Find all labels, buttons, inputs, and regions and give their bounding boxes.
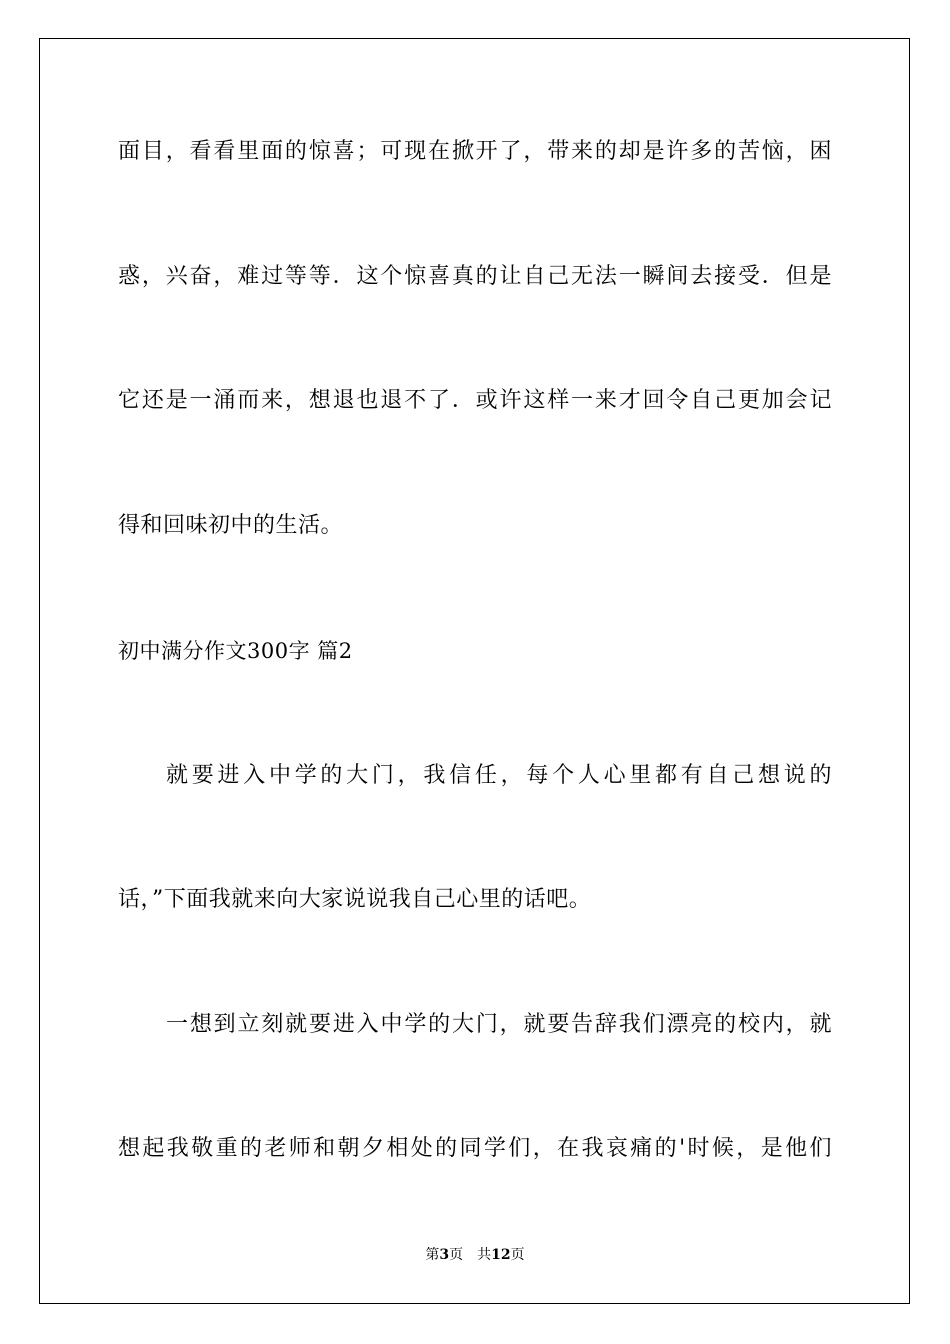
- body-line-6: 就要进入中学的大门，我信任，每个人心里都有自己想说的: [166, 763, 832, 788]
- page-prefix: 第: [425, 1247, 440, 1263]
- page-total: 12: [491, 1247, 511, 1263]
- body-line-9: 想起我敬重的老师和朝夕相处的同学们，在我哀痛的'时候，是他们: [118, 1136, 832, 1161]
- section-heading: 初中满分作文300字 篇2: [118, 639, 353, 663]
- page-current: 3: [439, 1247, 450, 1263]
- page-border: [39, 38, 910, 1304]
- body-line-4: 得和回味初中的生活。: [118, 513, 344, 538]
- page-footer: [0, 1246, 950, 1264]
- body-line-1: 面目，看看里面的惊喜；可现在掀开了，带来的却是许多的苦恼，困: [118, 139, 832, 164]
- total-suffix: 页: [510, 1247, 525, 1263]
- body-line-8: 一想到立刻就要进入中学的大门，就要告辞我们漂亮的校内，就: [166, 1012, 832, 1037]
- page-suffix: 页: [449, 1247, 464, 1263]
- body-line-7: 话，”下面我就来向大家说说我自己心里的话吧。: [118, 887, 592, 912]
- total-prefix: 共: [477, 1247, 492, 1263]
- body-line-3: 它还是一涌而来，想退也退不了．或许这样一来才回令自己更加会记: [118, 388, 832, 413]
- body-line-2: 惑，兴奋，难过等等．这个惊喜真的让自己无法一瞬间去接受．但是: [118, 264, 832, 289]
